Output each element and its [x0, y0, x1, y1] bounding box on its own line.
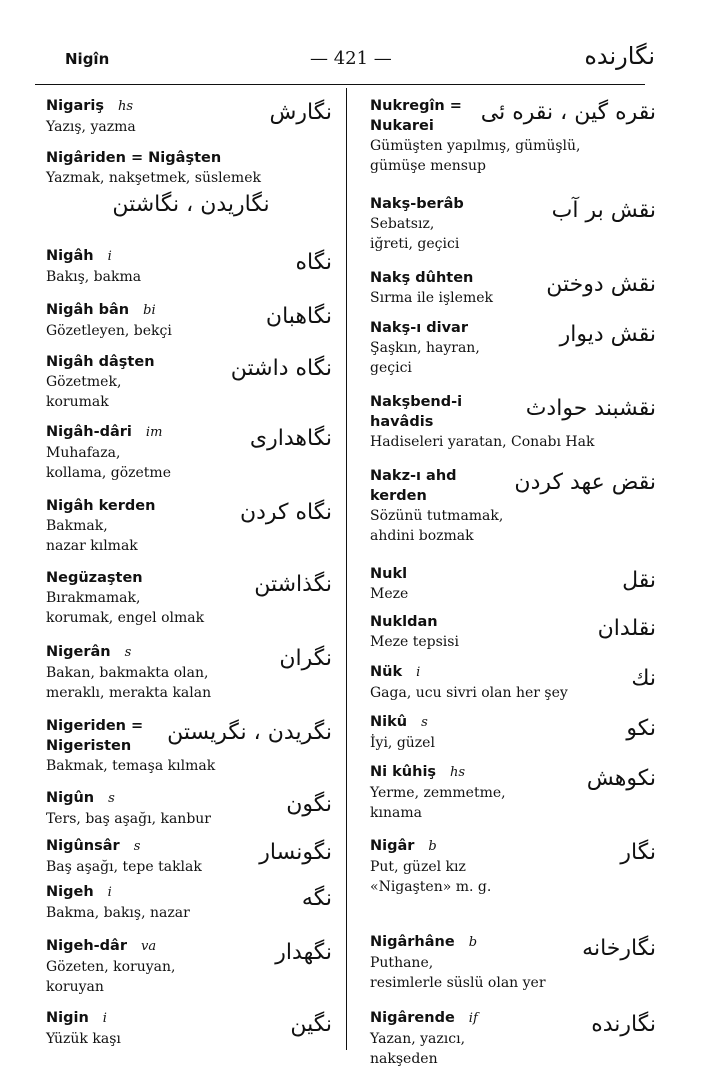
dictionary-entry [46, 246, 336, 287]
entry-headword [370, 662, 660, 683]
headword-text: Nakz-ı ahd [370, 468, 457, 484]
dictionary-entry [370, 268, 660, 308]
entry-definition: geçici [370, 360, 412, 376]
entry-definition: Yazış, yazma [46, 119, 136, 135]
entry-definition: Meze [370, 586, 409, 602]
headword-text: Nigâh-dâri [46, 424, 132, 440]
headword-text: Nigâriden = Nigâşten [46, 150, 222, 166]
entry-definition: Gözetmek, [46, 374, 122, 390]
headword-text: Nigâh [46, 248, 94, 264]
entry-definition: Gözeten, koruyan, [46, 959, 176, 975]
entry-arabic-script: نگين [290, 1012, 332, 1037]
entry-definition: Gümüşten yapılmış, gümüşlü, [370, 138, 581, 154]
entry-definition: gümüşe mensup [370, 158, 486, 174]
entry-arabic-script: نگون [286, 792, 332, 817]
entry-definition: Yüzük kaşı [46, 1031, 121, 1047]
header-rule [35, 84, 645, 85]
dictionary-entry [370, 392, 660, 452]
left-column [46, 96, 336, 1056]
dictionary-entry [46, 788, 336, 829]
entry-arabic-script: نگاه کردن [239, 500, 332, 525]
part-of-speech: im [145, 425, 163, 440]
entry-headword [370, 564, 660, 584]
entry-definition: Bakmak, [46, 518, 108, 534]
part-of-speech: if [468, 1011, 478, 1026]
part-of-speech: s [124, 645, 132, 660]
entry-headword-continued: kerden [370, 488, 427, 504]
entry-arabic-script: نگار [620, 840, 656, 865]
dictionary-entry [46, 96, 336, 137]
entry-arabic-script: نگران [279, 646, 332, 671]
entry-definition: Muhafaza, [46, 445, 121, 461]
headword-text: Nukldan [370, 614, 438, 630]
entry-definition: Put, güzel kız [370, 859, 466, 875]
dictionary-entry [46, 716, 336, 776]
dictionary-entry [46, 836, 336, 877]
entry-definition: Ters, baş aşağı, kanbur [46, 811, 211, 827]
headword-text: Nigeh [46, 884, 94, 900]
entry-definition: Sebatsız, [370, 216, 435, 232]
headword-text: Nigeriden = [46, 718, 144, 734]
entry-definition: Yazmak, nakşetmek, süslemek [46, 170, 261, 186]
part-of-speech: i [107, 885, 112, 900]
entry-arabic-script: نگاه داشتن [230, 356, 332, 381]
headword-text: Nigâh kerden [46, 498, 156, 514]
dictionary-entry [46, 496, 336, 556]
headword-text: Nukl [370, 566, 408, 582]
entry-arabic-script: نگریدن ، نگریستن [167, 720, 332, 745]
dictionary-entry [46, 882, 336, 923]
entry-arabic-script: نگارنده [591, 1012, 656, 1037]
entry-arabic-script: نگه [301, 886, 332, 911]
entry-definition: korumak [46, 394, 109, 410]
headword-text: Nikû [370, 714, 408, 730]
entry-definition: Hadiseleri yaratan, Conabı Hak [370, 434, 595, 450]
headword-text: Nük [370, 664, 403, 680]
part-of-speech: i [102, 1011, 107, 1026]
dictionary-entry [46, 936, 336, 997]
headword-text: Ni kûhiş [370, 764, 437, 780]
entry-arabic-script: نگاریدن ، نگاشتن [112, 192, 270, 217]
entry-definition: koruyan [46, 979, 104, 995]
entry-headword [46, 246, 336, 267]
headword-text: Nigâh bân [46, 302, 130, 318]
dictionary-entry [370, 318, 660, 378]
entry-arabic-script: نقض عهد کردن [514, 470, 656, 495]
entry-arabic-script: نكوهش [586, 766, 656, 791]
entry-arabic-script: نگارخانه [582, 936, 656, 961]
header-arabic-guide-word: نگارنده [584, 42, 655, 70]
part-of-speech: s [108, 791, 115, 806]
entry-definition: kınama [370, 805, 422, 821]
headword-text: Nakş-ı divar [370, 320, 468, 336]
dictionary-entry [370, 836, 660, 897]
part-of-speech: b [468, 935, 478, 950]
entry-arabic-script: نگاه [295, 250, 332, 275]
entry-headword [46, 882, 336, 903]
part-of-speech: hs [118, 99, 134, 114]
headword-text: Nakş-berâb [370, 196, 464, 212]
entry-definition: Bırakmamak, [46, 590, 141, 606]
headword-text: Nigariş [46, 98, 105, 114]
headword-text: Nigârhâne [370, 934, 455, 950]
entry-definition: «Nigaşten» m. g. [370, 879, 492, 895]
entry-definition: nazar kılmak [46, 538, 138, 554]
column-divider [346, 88, 347, 1050]
entry-definition: Bakış, bakma [46, 269, 142, 285]
dictionary-entry [370, 762, 660, 823]
dictionary-entry [370, 612, 660, 652]
entry-definition: nakşeden [370, 1051, 438, 1067]
headword-text: Nigûnsâr [46, 838, 120, 854]
dictionary-entry [370, 194, 660, 254]
entry-arabic-script: نقره گين ، نقره ئى [480, 100, 656, 125]
dictionary-entry [370, 932, 660, 993]
entry-definition: İyi, güzel [370, 735, 435, 751]
dictionary-entry [370, 466, 660, 546]
headword-text: Nigûn [46, 790, 95, 806]
entry-arabic-script: نقش دوختن [546, 272, 656, 297]
part-of-speech: s [133, 839, 141, 854]
entry-definition: korumak, engel olmak [46, 610, 205, 626]
right-column [370, 96, 660, 1067]
entry-definition: Yazan, yazıcı, [370, 1031, 466, 1047]
entry-definition: Puthane, [370, 955, 434, 971]
entry-definition: meraklı, merakta kalan [46, 685, 212, 701]
dictionary-entry [46, 148, 336, 222]
entry-arabic-script: نك [631, 666, 656, 691]
dictionary-entry [370, 662, 660, 703]
dictionary-entry [46, 568, 336, 628]
dictionary-entry [370, 96, 660, 176]
headword-text: Nigin [46, 1010, 89, 1026]
entry-arabic-script: نگونسار [259, 840, 332, 865]
entry-definition: Şaşkın, hayran, [370, 340, 480, 356]
headword-text: Nigârende [370, 1010, 455, 1026]
dictionary-entry [46, 642, 336, 703]
entry-definition: Bakan, bakmakta olan, [46, 665, 209, 681]
entry-definition: Sırma ile işlemek [370, 290, 493, 306]
entry-arabic-script: نگذاشتن [254, 572, 332, 597]
entry-headword-continued: havâdis [370, 414, 434, 430]
entry-headword [370, 712, 660, 733]
dictionary-entry [46, 1008, 336, 1049]
entry-arabic-script: نگاهبان [265, 304, 332, 329]
headword-text: Nigeh-dâr [46, 938, 127, 954]
part-of-speech: b [428, 839, 437, 854]
dictionary-entry [370, 564, 660, 604]
part-of-speech: va [140, 939, 157, 954]
entry-definition: Sözünü tutmamak, [370, 508, 504, 524]
part-of-speech: bi [143, 303, 156, 318]
entry-arabic-script: نقش ديوار [559, 322, 656, 347]
entry-arabic-script: نقشبند حوادث [525, 396, 656, 421]
entry-arabic-script: نقش بر آب [551, 198, 656, 223]
part-of-speech: hs [450, 765, 466, 780]
entry-headword [46, 148, 336, 168]
page-header [40, 42, 655, 82]
entry-arabic-script: نگهدار [275, 940, 332, 965]
entry-arabic-script: نقلدان [597, 616, 656, 641]
headword-text: Nukregîn = [370, 98, 462, 114]
entry-definition: Baş aşağı, tepe taklak [46, 859, 202, 875]
part-of-speech: s [421, 715, 428, 730]
entry-definition: kollama, gözetme [46, 465, 171, 481]
dictionary-entry [46, 300, 336, 341]
entry-arabic-script: نكو [626, 716, 656, 741]
entry-arabic-script: نگارش [269, 100, 332, 125]
headword-text: Nakş dûhten [370, 270, 474, 286]
dictionary-entry [370, 1008, 660, 1069]
page-number: — 421 — [310, 48, 392, 69]
entry-definition: resimlerle süslü olan yer [370, 975, 546, 991]
dictionary-entry [46, 352, 336, 412]
entry-definition: iğreti, geçici [370, 236, 460, 252]
part-of-speech: i [416, 665, 421, 680]
entry-definition: Gözetleyen, bekçi [46, 323, 172, 339]
entry-definition: Bakma, bakış, nazar [46, 905, 190, 921]
headword-text: Negüzaşten [46, 570, 143, 586]
part-of-speech: i [107, 249, 112, 264]
entry-arabic-script: نگاهداری [249, 426, 332, 451]
headword-text: Nigerân [46, 644, 111, 660]
entry-definition: ahdini bozmak [370, 528, 474, 544]
header-guide-word: Nigîn [65, 50, 110, 68]
headword-text: Nakşbend-i [370, 394, 463, 410]
entry-definition: Yerme, zemmetme, [370, 785, 506, 801]
entry-headword [370, 836, 660, 857]
entry-definition: Bakmak, temaşa kılmak [46, 758, 216, 774]
entry-definition: Gaga, ucu sivri olan her şey [370, 685, 568, 701]
headword-text: Nigâr [370, 838, 415, 854]
entry-headword-continued: Nigeristen [46, 738, 132, 754]
entry-headword-continued: Nukarei [370, 118, 434, 134]
dictionary-entry [370, 712, 660, 753]
dictionary-entry [46, 422, 336, 483]
entry-definition: Meze tepsisi [370, 634, 459, 650]
headword-text: Nigâh dâşten [46, 354, 155, 370]
entry-arabic-script: نقل [622, 568, 656, 593]
